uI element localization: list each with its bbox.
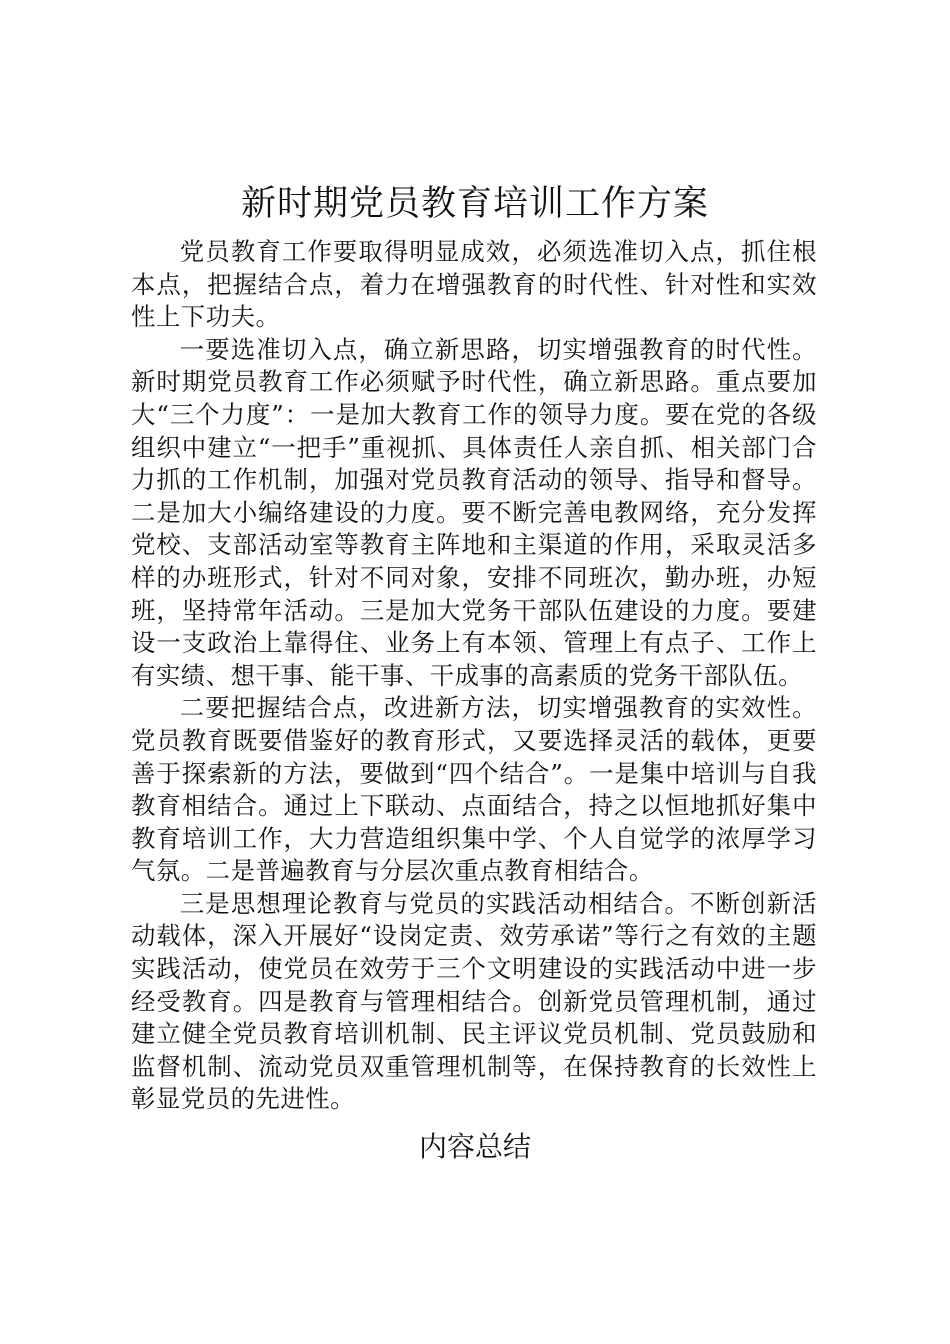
document-title: 新时期党员教育培训工作方案 bbox=[240, 184, 709, 224]
paragraph-point-three: 三是思想理论教育与党员的实践活动相结合。不断创新活动载体，深入开展好“设岗定责、效劳承诺”等行之有效的主题实践活动，使党员在效劳于三个文明建设的实践活动中进一步经受教育。四是教育与管理相结合。创新党员管理机制，通过建立健全党员教育培训机制、民主评议党员机制、党员鼓励和监督机制、流动党员双重管理机制等，在保持教育的长效性上彰显党员的先进性。 bbox=[131, 888, 817, 1114]
summary-heading: 内容总结 bbox=[418, 1130, 531, 1163]
document-body bbox=[131, 236, 817, 1116]
paragraph-point-two: 二要把握结合点，改进新方法，切实增强教育的实效性。党员教育既要借鉴好的教育形式，又要选择灵活的载体，更要善于探索新的方法，要做到“四个结合”。一是集中培训与自我教育相结合。通过上下联动、点面结合，持之以恒地抓好集中教育培训工作，大力营造组织集中学、个人自觉学的浓厚学习气氛。二是普遍教育与分层次重点教育相结合。 bbox=[131, 693, 817, 886]
paragraph-intro: 党员教育工作要取得明显成效，必须选准切入点，抓住根本点，把握结合点，着力在增强教育的时代性、针对性和实效性上下功夫。 bbox=[131, 237, 817, 332]
paragraph-point-one: 一要选准切入点，确立新思路，切实增强教育的时代性。新时期党员教育工作必须赋予时代性，确立新思路。重点要加大“三个力度”：一是加大教育工作的领导力度。要在党的各级组织中建立“一把手”重视抓、具体责任人亲自抓、相关部门合力抓的工作机制，加强对党员教育活动的领导、指导和督导。二是加大小编络建设的力度。要不断完善电教网络，充分发挥党校、支部活动室等教育主阵地和主渠道的作用，采取灵活多样的办班形式，针对不同对象，安排不同班次，勤办班，办短班，坚持常年活动。三是加大党务干部队伍建设的力度。要建设一支政治上靠得住、业务上有本领、管理上有点子、工作上有实绩、想干事、能干事、干成事的高素质的党务干部队伍。 bbox=[131, 334, 817, 690]
